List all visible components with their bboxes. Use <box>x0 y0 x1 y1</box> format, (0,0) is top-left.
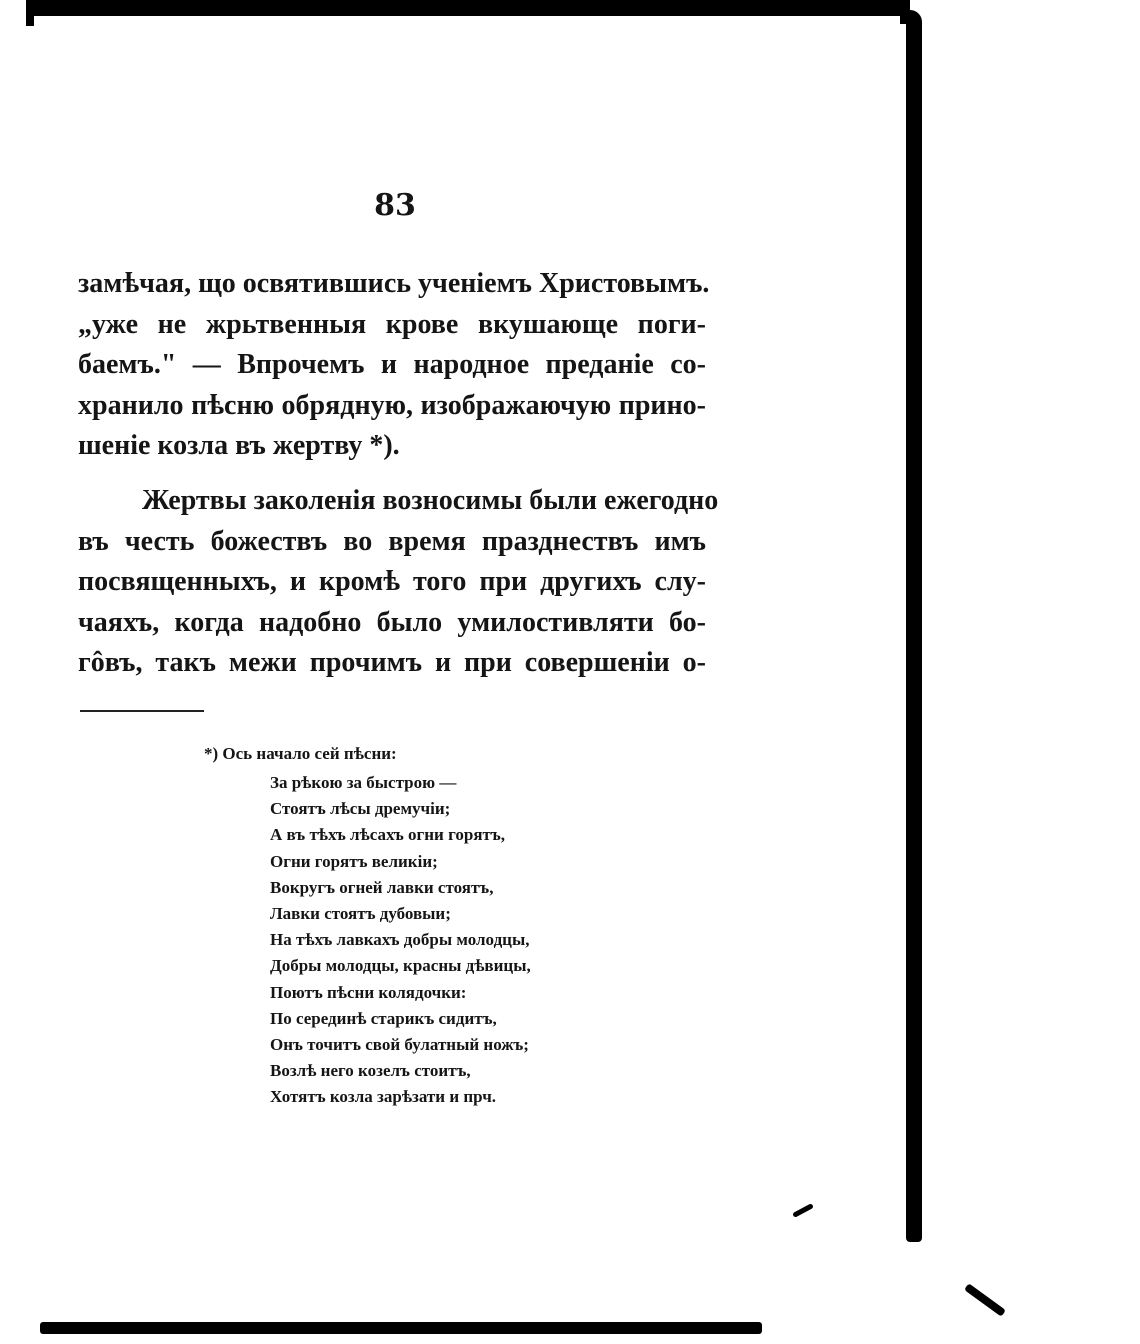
paragraph-1 <box>78 264 710 467</box>
verse-line: На тѣхъ лавкахъ добры молодцы, <box>270 930 530 950</box>
text-line: въ честь божествъ во время празднествъ имъ <box>78 525 706 557</box>
scan-frame-right <box>906 20 922 1242</box>
verse-line: А въ тѣхъ лѣсахъ огни горятъ, <box>270 825 506 845</box>
verse-line: Вокругъ огней лавки стоятъ, <box>270 877 494 897</box>
text-line: баемъ." — Впрочемъ и народное преданіе со- <box>78 349 706 381</box>
scan-corner-mark <box>964 1283 1006 1317</box>
text-line: чаяхъ, когда надобно было умилостивляти бо- <box>78 606 706 638</box>
verse-line: Огни горятъ великіи; <box>270 851 438 871</box>
scan-frame-bottom <box>40 1322 762 1334</box>
verse-line: Онъ точитъ свой булатный ножъ; <box>270 1035 529 1055</box>
scan-frame-left <box>26 0 34 26</box>
scan-scratch-mark <box>792 1203 814 1218</box>
text-line: „уже не жрьтвенныя крове вкушающе поги- <box>78 308 706 340</box>
scan-frame-top <box>26 0 910 16</box>
page-number: 83 <box>374 188 416 223</box>
text-line: Жертвы заколенія возносимы были ежегодно <box>142 484 719 516</box>
verse-line: Добры молодцы, красны дѣвицы, <box>270 956 531 976</box>
verse-line: Стоятъ лѣсы дремучіи; <box>270 799 451 819</box>
footnote-rule <box>80 710 204 712</box>
verse-line: Хотятъ козла зарѣзати и прч. <box>270 1087 497 1107</box>
text-line: замѣчая, що освятившись ученіемъ Христовымъ. <box>78 268 710 299</box>
verse-line: Возлѣ него козелъ стоитъ, <box>270 1061 471 1081</box>
text-line: гôвъ, такъ межи прочимъ и при совершеніи о- <box>78 647 706 679</box>
text-line: посвященныхъ, и кромѣ того при другихъ слу- <box>78 566 706 598</box>
verse-line: За рѣкою за быстрою — <box>270 773 457 792</box>
main-text <box>78 264 719 684</box>
verse-line: Поютъ пѣсни колядочки: <box>270 982 467 1002</box>
verse-line: Лавки стоятъ дубовыи; <box>270 904 451 924</box>
text-line: шеніе козла въ жертву *). <box>78 430 400 462</box>
footnote-verses <box>270 770 531 1111</box>
verse-line: По серединѣ старикъ сидитъ, <box>270 1008 497 1028</box>
footnote-intro: *) Ось начало сей пѣсни: <box>204 744 397 763</box>
paragraph-2 <box>78 481 719 684</box>
text-line: хранило пѣсню обрядную, изображаючую прино- <box>78 389 706 421</box>
